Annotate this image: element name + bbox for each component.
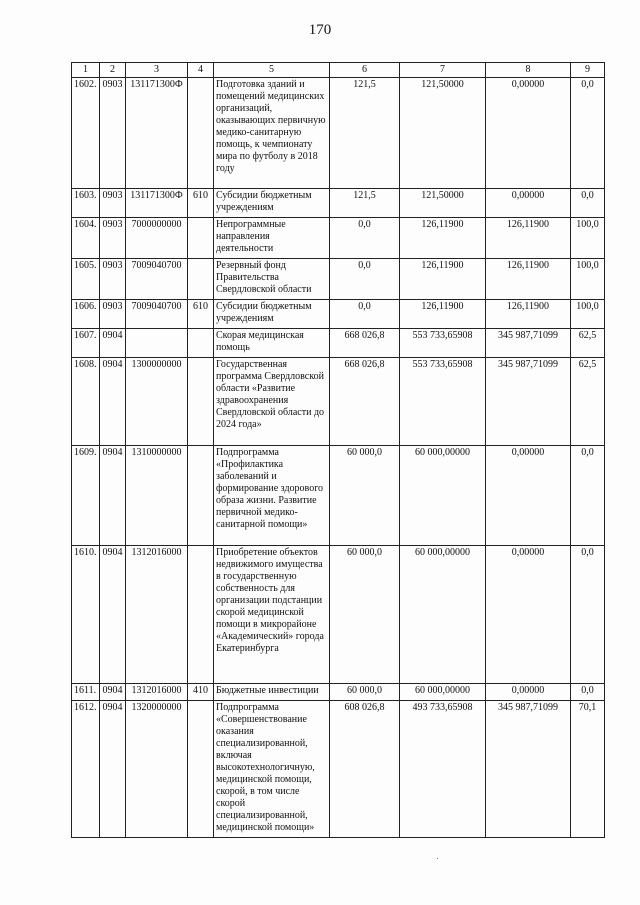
target-code (126, 329, 188, 358)
row-number: 1612. (72, 701, 100, 838)
approved-value: 60 000,00000 (400, 446, 486, 546)
percent-value: 0,0 (571, 189, 605, 218)
section-code: 0904 (100, 546, 126, 684)
executed-value: 126,11900 (486, 300, 571, 329)
header-row (72, 63, 605, 78)
row-number: 1606. (72, 300, 100, 329)
item-name: Подпрограмма «Профилактика заболеваний и формирование здорового образа жизни. Развитие первичной медико-санитарной помощи» (214, 446, 330, 546)
table-row (72, 701, 605, 838)
item-name: Резервный фонд Правительства Свердловской области (214, 259, 330, 300)
executed-value: 0,00000 (486, 684, 571, 701)
plan-value: 121,5 (330, 78, 400, 189)
table-row (72, 189, 605, 218)
table-row (72, 358, 605, 446)
approved-value: 553 733,65908 (400, 329, 486, 358)
col-header: 3 (126, 63, 188, 78)
expense-type (188, 358, 214, 446)
table-row (72, 329, 605, 358)
approved-value: 126,11900 (400, 300, 486, 329)
percent-value: 100,0 (571, 218, 605, 259)
item-name: Бюджетные инвестиции (214, 684, 330, 701)
plan-value: 668 026,8 (330, 329, 400, 358)
expense-type (188, 218, 214, 259)
row-number: 1607. (72, 329, 100, 358)
col-header: 1 (72, 63, 100, 78)
section-code: 0903 (100, 218, 126, 259)
expense-type (188, 78, 214, 189)
percent-value: 100,0 (571, 259, 605, 300)
percent-value: 100,0 (571, 300, 605, 329)
approved-value: 121,50000 (400, 78, 486, 189)
executed-value: 0,00000 (486, 546, 571, 684)
target-code: 131171300Ф (126, 78, 188, 189)
row-number: 1604. (72, 218, 100, 259)
target-code: 1320000000 (126, 701, 188, 838)
executed-value: 126,11900 (486, 259, 571, 300)
row-number: 1603. (72, 189, 100, 218)
row-number: 1609. (72, 446, 100, 546)
executed-value: 0,00000 (486, 78, 571, 189)
table-row (72, 546, 605, 684)
percent-value: 0,0 (571, 78, 605, 189)
expense-type: 610 (188, 300, 214, 329)
section-code: 0903 (100, 259, 126, 300)
section-code: 0904 (100, 446, 126, 546)
expense-type (188, 446, 214, 546)
table-row (72, 259, 605, 300)
table-row (72, 78, 605, 189)
item-name: Непрограммные направления деятельности (214, 218, 330, 259)
approved-value: 553 733,65908 (400, 358, 486, 446)
target-code: 7000000000 (126, 218, 188, 259)
page-number: 170 (308, 22, 332, 38)
executed-value: 345 987,71099 (486, 701, 571, 838)
percent-value: 0,0 (571, 546, 605, 684)
approved-value: 493 733,65908 (400, 701, 486, 838)
budget-table (71, 62, 605, 838)
section-code: 0904 (100, 358, 126, 446)
executed-value: 126,11900 (486, 218, 571, 259)
target-code: 1312016000 (126, 684, 188, 701)
approved-value: 121,50000 (400, 189, 486, 218)
expense-type (188, 546, 214, 684)
target-code: 1312016000 (126, 546, 188, 684)
item-name: Государственная программа Свердловской области «Развитие здравоохранения Свердловской области до 2024 года» (214, 358, 330, 446)
item-name: Подпрограмма «Совершенствование оказания специализированной, включая высокотехнологичную, медицинской помощи, скорой, в том числе скорой специализированной, медицинской помощи» (214, 701, 330, 838)
section-code: 0903 (100, 300, 126, 329)
plan-value: 0,0 (330, 259, 400, 300)
target-code: 7009040700 (126, 300, 188, 329)
col-header: 6 (330, 63, 400, 78)
plan-value: 668 026,8 (330, 358, 400, 446)
target-code: 1300000000 (126, 358, 188, 446)
col-header: 5 (214, 63, 330, 78)
percent-value: 0,0 (571, 446, 605, 546)
table-row (72, 446, 605, 546)
col-header: 9 (571, 63, 605, 78)
expense-type (188, 259, 214, 300)
executed-value: 345 987,71099 (486, 358, 571, 446)
row-number: 1602. (72, 78, 100, 189)
approved-value: 60 000,00000 (400, 684, 486, 701)
row-number: 1608. (72, 358, 100, 446)
target-code: 1310000000 (126, 446, 188, 546)
section-code: 0904 (100, 329, 126, 358)
plan-value: 121,5 (330, 189, 400, 218)
approved-value: 126,11900 (400, 218, 486, 259)
section-code: 0904 (100, 684, 126, 701)
percent-value: 62,5 (571, 329, 605, 358)
expense-type (188, 329, 214, 358)
row-number: 1611. (72, 684, 100, 701)
item-name: Приобретение объектов недвижимого имущества в государственную собственность для организации подстанции скорой медицинской помощи в микрорайоне «Академический» города Екатеринбурга (214, 546, 330, 684)
col-header: 8 (486, 63, 571, 78)
percent-value: 62,5 (571, 358, 605, 446)
col-header: 7 (400, 63, 486, 78)
table-row (72, 684, 605, 701)
plan-value: 60 000,0 (330, 446, 400, 546)
item-name: Субсидии бюджетным учреждениям (214, 189, 330, 218)
row-number: 1605. (72, 259, 100, 300)
expense-type: 410 (188, 684, 214, 701)
item-name: Подготовка зданий и помещений медицинских организаций, оказывающих первичную медико-санитарную помощь, к чемпионату мира по футболу в 2018 году (214, 78, 330, 189)
target-code: 131171300Ф (126, 189, 188, 218)
executed-value: 345 987,71099 (486, 329, 571, 358)
plan-value: 0,0 (330, 300, 400, 329)
expense-type: 610 (188, 189, 214, 218)
expense-type (188, 701, 214, 838)
section-code: 0903 (100, 78, 126, 189)
plan-value: 60 000,0 (330, 684, 400, 701)
section-code: 0903 (100, 189, 126, 218)
scan-dot (437, 858, 438, 859)
approved-value: 60 000,00000 (400, 546, 486, 684)
percent-value: 0,0 (571, 684, 605, 701)
plan-value: 608 026,8 (330, 701, 400, 838)
percent-value: 70,1 (571, 701, 605, 838)
table-row (72, 218, 605, 259)
executed-value: 0,00000 (486, 189, 571, 218)
table-row (72, 300, 605, 329)
col-header: 4 (188, 63, 214, 78)
item-name: Скорая медицинская помощь (214, 329, 330, 358)
executed-value: 0,00000 (486, 446, 571, 546)
row-number: 1610. (72, 546, 100, 684)
target-code: 7009040700 (126, 259, 188, 300)
approved-value: 126,11900 (400, 259, 486, 300)
plan-value: 60 000,0 (330, 546, 400, 684)
section-code: 0904 (100, 701, 126, 838)
item-name: Субсидии бюджетным учреждениям (214, 300, 330, 329)
col-header: 2 (100, 63, 126, 78)
plan-value: 0,0 (330, 218, 400, 259)
